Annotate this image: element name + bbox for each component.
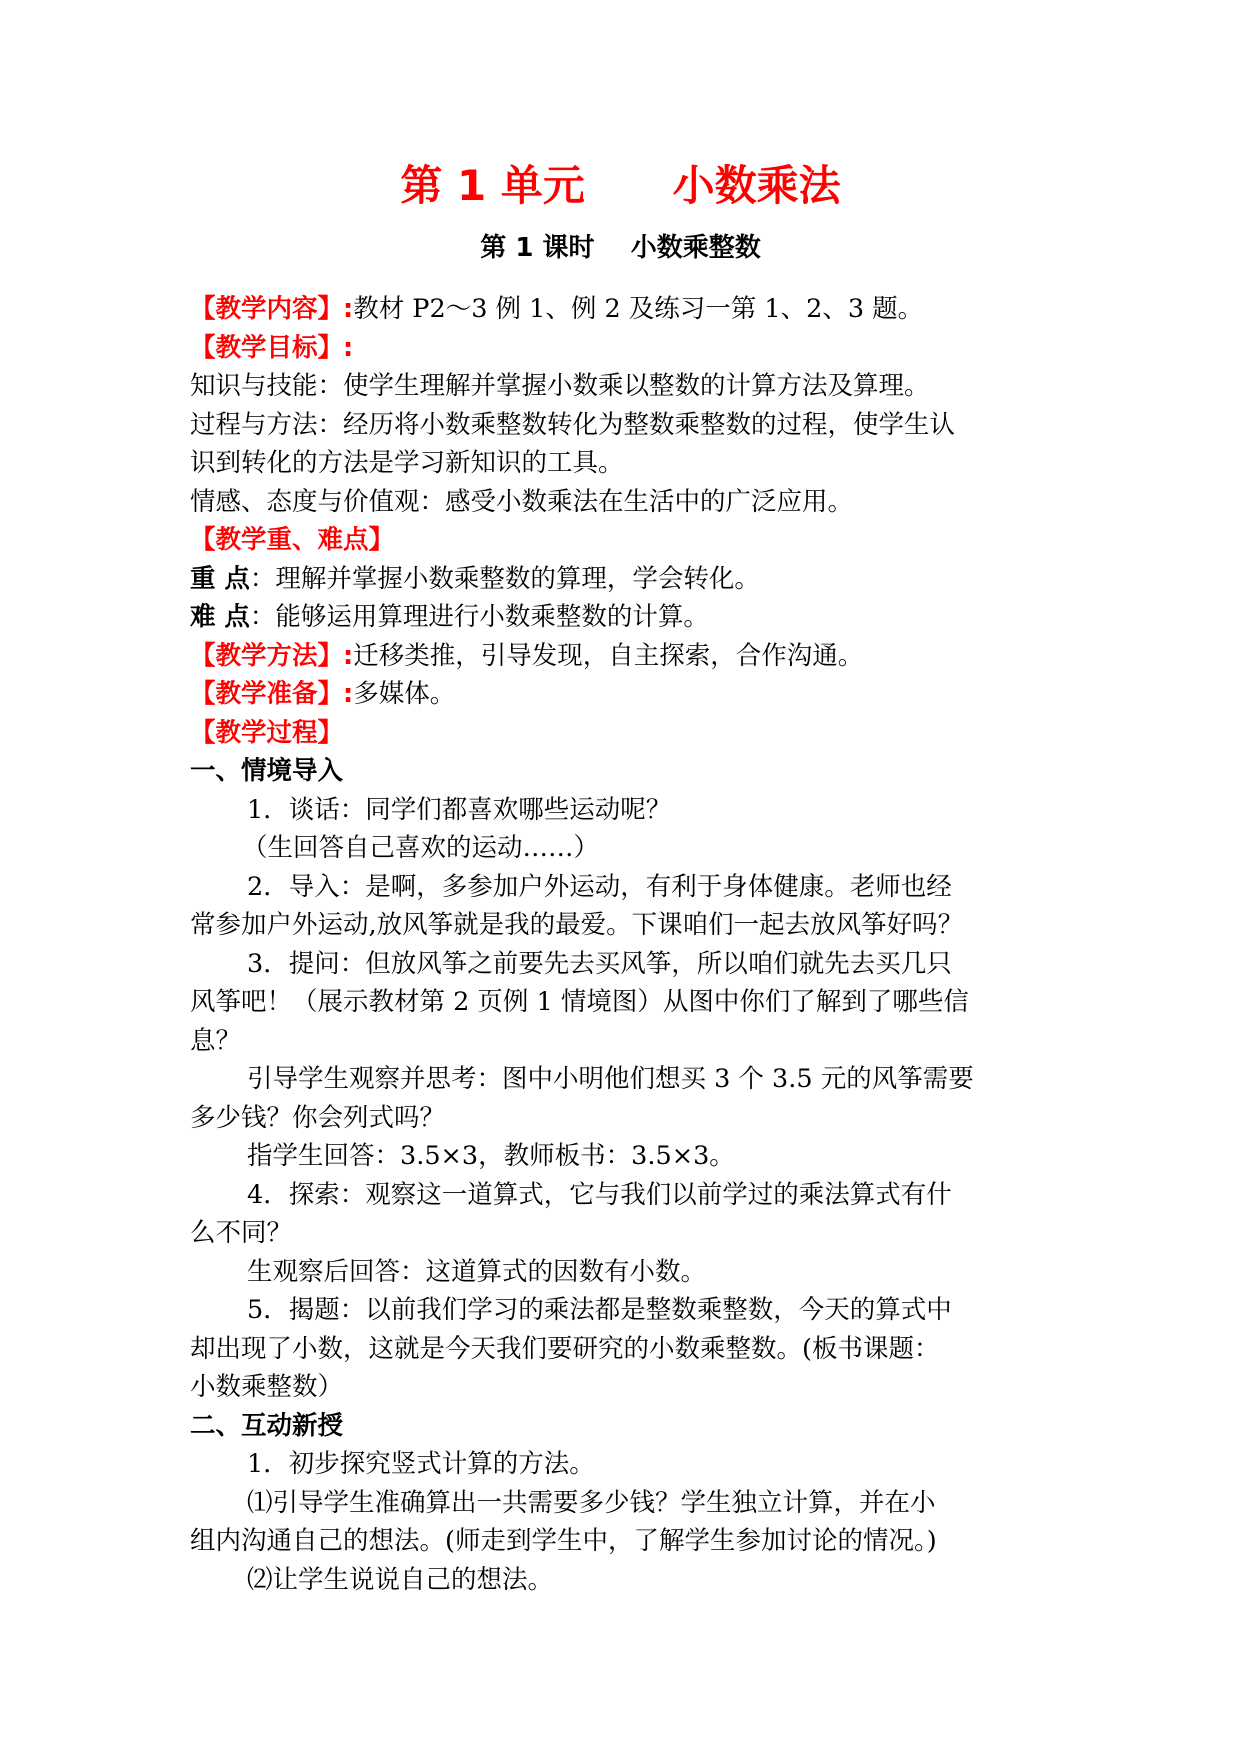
objective-process-line1: 过程与方法：经历将小数乘整数转化为整数乘整数的过程，使学生认	[190, 409, 956, 440]
section1-item5-line2: 却出现了小数，这就是今天我们要研究的小数乘整数。(板书课题：	[190, 1333, 940, 1364]
unit-title: 第 1 单元 小数乘法	[400, 161, 841, 210]
section2-item1-1-line1: ⑴引导学生准确算出一共需要多少钱？学生独立计算，并在小	[247, 1487, 936, 1518]
section1-item5-line3: 小数乘整数）	[190, 1372, 344, 1402]
objective-process-line2: 识到转化的方法是学习新知识的工具。	[190, 448, 624, 478]
objectives-label: 【教学目标】:	[190, 332, 354, 363]
section1-item5-line1: 5．揭题：以前我们学习的乘法都是整数乘整数，今天的算式中	[247, 1295, 952, 1325]
section1-item4-line2: 么不同？	[190, 1218, 293, 1248]
difficult-point-label: 难 点	[190, 602, 250, 632]
keypoints-label: 【教学重、难点】	[190, 525, 395, 555]
process-heading	[190, 714, 1056, 753]
lesson-subtitle: 第 1 课时 小数乘整数	[480, 233, 761, 263]
process-label: 【教学过程】	[190, 717, 344, 748]
objective-knowledge: 知识与技能：使学生理解并掌握小数乘以整数的计算方法及算理。	[190, 371, 930, 401]
document-body	[190, 290, 1056, 1599]
keypoints-heading	[190, 521, 1056, 560]
content-label: 【教学内容】:	[190, 294, 354, 324]
section1-item2-line1: 2．导入：是啊，多参加户外运动，有利于身体健康。老师也经	[247, 871, 952, 902]
section1-item1: 1．谈话：同学们都喜欢哪些运动呢？	[247, 794, 672, 825]
difficult-point-text: ：能够运用算理进行小数乘整数的计算。	[249, 602, 709, 632]
preparation-line	[190, 675, 1056, 714]
section2-item1-2: ⑵让学生说说自己的想法。	[247, 1564, 554, 1595]
section1-item4-line1: 4．探索：观察这一道算式，它与我们以前学过的乘法算式有什	[247, 1179, 952, 1210]
section1-student-answer: 指学生回答：3.5×3，教师板书：3.5×3。	[247, 1141, 735, 1171]
section1-item1-answer: （生回答自己喜欢的运动……）	[242, 833, 600, 863]
section1-guide-line1: 引导学生观察并思考：图中小明他们想买 3 个 3.5 元的风筝需要	[247, 1064, 974, 1094]
content-text: 教材 P2～3 例 1、例 2 及练习一第 1、2、3 题。	[353, 294, 924, 324]
preparation-text: 多媒体。	[353, 679, 456, 709]
methods-line	[190, 637, 1056, 676]
section1-item2-line2: 常参加户外运动,放风筝就是我的最爱。下课咱们一起去放风筝好吗？	[190, 910, 964, 940]
methods-label: 【教学方法】:	[190, 640, 354, 671]
section1-item4-answer: 生观察后回答：这道算式的因数有小数。	[247, 1256, 707, 1287]
section1-item3-line3: 息？	[190, 1025, 242, 1056]
content-line	[190, 290, 1056, 329]
preparation-label: 【教学准备】:	[190, 679, 354, 709]
section2-item1: 1．初步探究竖式计算的方法。	[247, 1449, 595, 1479]
section2-item1-1-line2: 组内沟通自己的想法。(师走到学生中，了解学生参加讨论的情况。)	[190, 1526, 937, 1556]
key-point-label: 重 点	[190, 563, 250, 594]
objectives-heading	[190, 329, 1056, 368]
section2-title: 二、互动新授	[190, 1410, 344, 1441]
key-point-text: ：理解并掌握小数乘整数的算理，学会转化。	[249, 563, 760, 594]
section1-item3-line1: 3．提问：但放风筝之前要先去买风筝，所以咱们就先去买几只	[247, 948, 952, 979]
section1-title: 一、情境导入	[190, 756, 344, 786]
objective-emotion: 情感、态度与价值观：感受小数乘法在生活中的广泛应用。	[190, 486, 854, 517]
section1-guide-line2: 多少钱？你会列式吗？	[190, 1102, 446, 1133]
key-point-line	[190, 560, 1056, 599]
methods-text: 迁移类推，引导发现，自主探索，合作沟通。	[353, 640, 864, 671]
section1-item3-line2: 风筝吧！（展示教材第 2 页例 1 情境图）从图中你们了解到了哪些信	[190, 987, 969, 1017]
difficult-point-line	[190, 598, 1056, 637]
